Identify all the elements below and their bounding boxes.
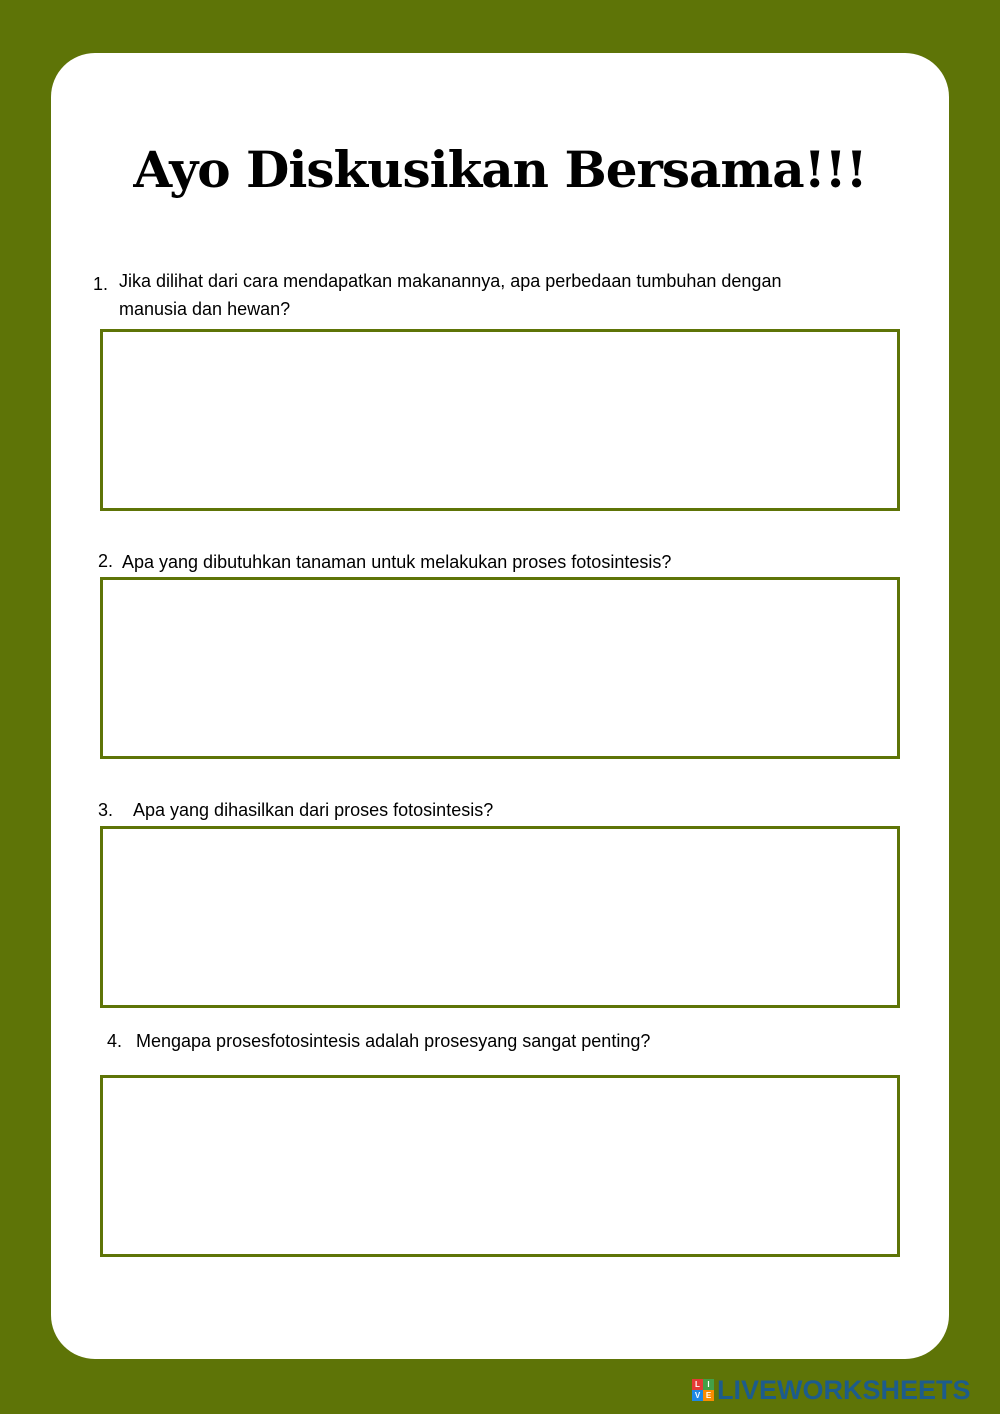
liveworksheets-icon <box>692 1379 714 1401</box>
question-1-text-line1: Jika dilihat dari cara mendapatkan makanannya, apa perbedaan tumbuhan dengan <box>119 271 782 291</box>
answer-box-1[interactable] <box>100 329 900 511</box>
answer-input-1[interactable] <box>103 332 897 508</box>
logo-letter-l: L <box>692 1379 703 1390</box>
liveworksheets-logo <box>692 1375 971 1405</box>
answer-input-3[interactable] <box>103 829 897 1005</box>
answer-box-3[interactable] <box>100 826 900 1008</box>
question-1-text-line2: manusia dan hewan? <box>119 299 291 319</box>
question-3-number: 3. <box>98 800 114 820</box>
logo-letter-i: I <box>703 1379 714 1390</box>
question-4-number: 4. <box>107 1031 123 1051</box>
answer-input-2[interactable] <box>103 580 897 756</box>
logo-wordmark: LIVEWORKSHEETS <box>717 1374 971 1405</box>
question-1-text <box>119 267 781 323</box>
answer-input-4[interactable] <box>103 1078 897 1254</box>
question-3-text: Apa yang dihasilkan dari proses fotosintesis? <box>133 800 494 820</box>
page-title: Ayo Diskusikan Bersama!!! <box>133 140 867 199</box>
logo-letter-v: V <box>692 1390 703 1401</box>
question-1-number: 1. <box>93 274 109 294</box>
question-2-number: 2. <box>98 551 114 571</box>
answer-box-4[interactable] <box>100 1075 900 1257</box>
logo-letter-e: E <box>703 1390 714 1401</box>
question-2-text: Apa yang dibutuhkan tanaman untuk melakukan proses fotosintesis? <box>122 552 672 572</box>
question-4-text: Mengapa prosesfotosintesis adalah prosesyang sangat penting? <box>136 1031 651 1051</box>
answer-box-2[interactable] <box>100 577 900 759</box>
